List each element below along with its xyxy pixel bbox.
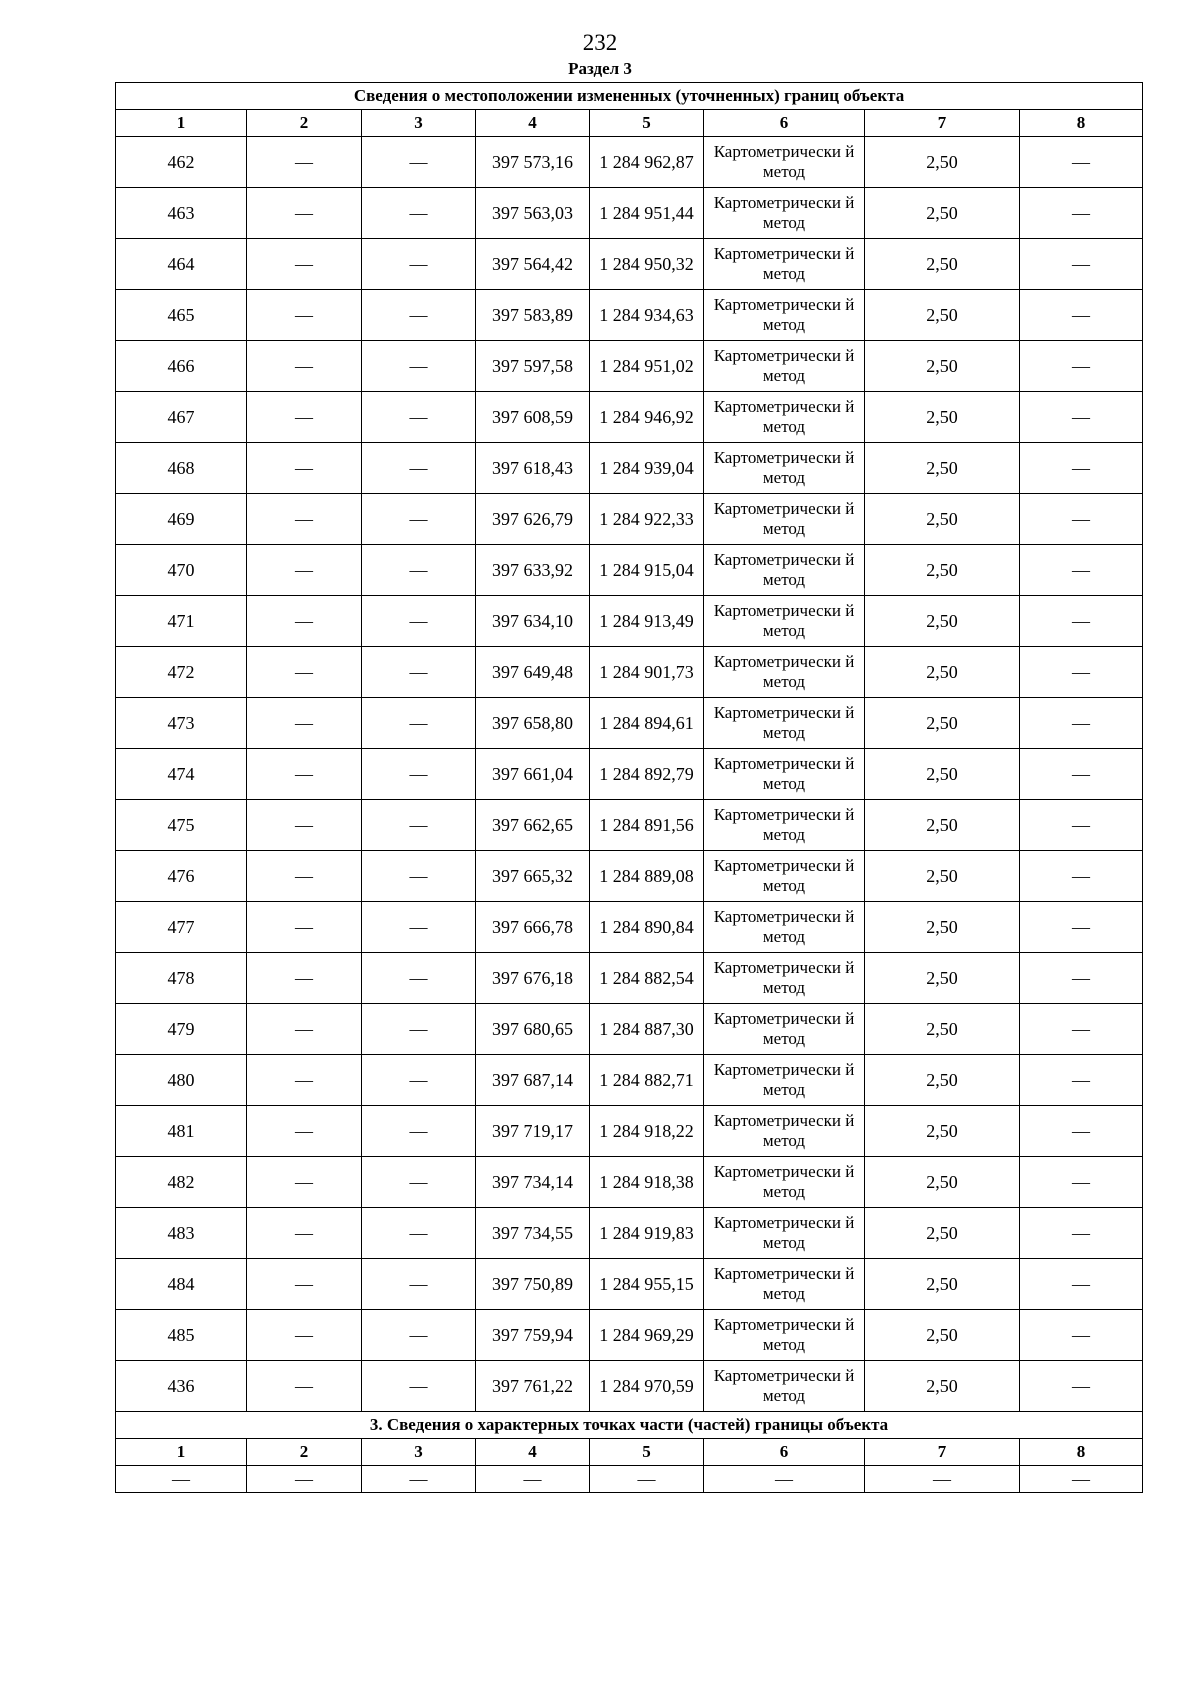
table-cell-col-8: — bbox=[1020, 392, 1143, 443]
table-cell-col-6: Картометрически й метод bbox=[704, 1361, 865, 1412]
table-cell-col-3: — bbox=[362, 494, 476, 545]
table-cell-col-3: — bbox=[362, 545, 476, 596]
table-cell-col-7: 2,50 bbox=[865, 851, 1020, 902]
table-cell-col-4: 397 564,42 bbox=[476, 239, 590, 290]
table-cell-col-2: — bbox=[247, 596, 362, 647]
table-cell-col-1: 469 bbox=[116, 494, 247, 545]
table-row bbox=[116, 596, 1143, 647]
table-cell-col-6: Картометрически й метод bbox=[704, 647, 865, 698]
table-cell-col-1: 466 bbox=[116, 341, 247, 392]
table-cell-col-1: 477 bbox=[116, 902, 247, 953]
table-cell-col-7: — bbox=[865, 1466, 1020, 1493]
table-cell-col-6: Картометрически й метод bbox=[704, 494, 865, 545]
table-cell-col-8: — bbox=[1020, 443, 1143, 494]
table-cell-col-5: 1 284 951,02 bbox=[590, 341, 704, 392]
table-cell-col-4: 397 759,94 bbox=[476, 1310, 590, 1361]
table-cell-col-3: — bbox=[362, 596, 476, 647]
table-cell-col-8: — bbox=[1020, 596, 1143, 647]
column-header-6: 6 bbox=[704, 110, 865, 137]
table-cell-col-4: 397 626,79 bbox=[476, 494, 590, 545]
table-row bbox=[116, 953, 1143, 1004]
table-cell-col-2: — bbox=[247, 1157, 362, 1208]
table-cell-col-8: — bbox=[1020, 851, 1143, 902]
table-title: Сведения о местоположении измененных (уточненных) границ объекта bbox=[116, 83, 1143, 110]
table-cell-col-2: — bbox=[247, 392, 362, 443]
table-cell-col-5: 1 284 892,79 bbox=[590, 749, 704, 800]
table-cell-col-8: — bbox=[1020, 1004, 1143, 1055]
subsection-title-row bbox=[116, 1412, 1143, 1439]
table-cell-col-4: 397 662,65 bbox=[476, 800, 590, 851]
table-cell-col-3: — bbox=[362, 851, 476, 902]
table-cell-col-1: — bbox=[116, 1466, 247, 1493]
table-cell-col-1: 463 bbox=[116, 188, 247, 239]
table-cell-col-5: 1 284 939,04 bbox=[590, 443, 704, 494]
table-cell-col-2: — bbox=[247, 290, 362, 341]
table-cell-col-2: — bbox=[247, 1466, 362, 1493]
table-cell-col-3: — bbox=[362, 647, 476, 698]
table-cell-col-8: — bbox=[1020, 239, 1143, 290]
table-cell-col-7: 2,50 bbox=[865, 239, 1020, 290]
table-cell-col-5: 1 284 962,87 bbox=[590, 137, 704, 188]
table-cell-col-3: — bbox=[362, 1208, 476, 1259]
column-header-7: 7 bbox=[865, 110, 1020, 137]
table-cell-col-4: 397 734,55 bbox=[476, 1208, 590, 1259]
table-cell-col-3: — bbox=[362, 290, 476, 341]
table-row bbox=[116, 800, 1143, 851]
table-cell-col-1: 476 bbox=[116, 851, 247, 902]
table-row bbox=[116, 290, 1143, 341]
table-cell-col-3: — bbox=[362, 188, 476, 239]
table-cell-col-8: — bbox=[1020, 545, 1143, 596]
table-cell-col-6: Картометрически й метод bbox=[704, 188, 865, 239]
table-cell-col-7: 2,50 bbox=[865, 443, 1020, 494]
subsection-column-header-row bbox=[116, 1439, 1143, 1466]
table-cell-col-8: — bbox=[1020, 1157, 1143, 1208]
table-cell-col-1: 475 bbox=[116, 800, 247, 851]
table-cell-col-1: 468 bbox=[116, 443, 247, 494]
table-cell-col-4: 397 649,48 bbox=[476, 647, 590, 698]
column-header-row bbox=[116, 110, 1143, 137]
table-cell-col-3: — bbox=[362, 443, 476, 494]
table-cell-col-2: — bbox=[247, 188, 362, 239]
table-row bbox=[116, 851, 1143, 902]
column-header-8: 8 bbox=[1020, 110, 1143, 137]
table-cell-col-8: — bbox=[1020, 800, 1143, 851]
table-cell-col-7: 2,50 bbox=[865, 1361, 1020, 1412]
table-cell-col-1: 473 bbox=[116, 698, 247, 749]
column-header-5: 5 bbox=[590, 110, 704, 137]
subsection-title: 3. Сведения о характерных точках части (частей) границы объекта bbox=[116, 1412, 1143, 1439]
table-cell-col-8: — bbox=[1020, 1310, 1143, 1361]
table-cell-col-7: 2,50 bbox=[865, 392, 1020, 443]
table-cell-col-3: — bbox=[362, 137, 476, 188]
table-cell-col-7: 2,50 bbox=[865, 596, 1020, 647]
table-cell-col-7: 2,50 bbox=[865, 749, 1020, 800]
table-cell-col-7: 2,50 bbox=[865, 1208, 1020, 1259]
column-header-1: 1 bbox=[116, 110, 247, 137]
table-cell-col-5: — bbox=[590, 1466, 704, 1493]
table-cell-col-2: — bbox=[247, 1106, 362, 1157]
table-cell-col-6: Картометрически й метод bbox=[704, 1310, 865, 1361]
table-cell-col-5: 1 284 951,44 bbox=[590, 188, 704, 239]
table-cell-col-3: — bbox=[362, 800, 476, 851]
table-cell-col-4: 397 680,65 bbox=[476, 1004, 590, 1055]
table-cell-col-2: — bbox=[247, 1310, 362, 1361]
table-cell-col-5: 1 284 901,73 bbox=[590, 647, 704, 698]
table-row bbox=[116, 1466, 1143, 1493]
table-cell-col-3: — bbox=[362, 1055, 476, 1106]
table-cell-col-3: — bbox=[362, 749, 476, 800]
table-cell-col-8: — bbox=[1020, 1106, 1143, 1157]
table-cell-col-3: — bbox=[362, 1361, 476, 1412]
table-cell-col-8: — bbox=[1020, 698, 1143, 749]
table-row bbox=[116, 1259, 1143, 1310]
table-cell-col-6: Картометрически й метод bbox=[704, 1208, 865, 1259]
table-row bbox=[116, 494, 1143, 545]
table-cell-col-7: 2,50 bbox=[865, 647, 1020, 698]
table-cell-col-4: 397 573,16 bbox=[476, 137, 590, 188]
section-title: Раздел 3 bbox=[568, 59, 632, 78]
table-cell-col-4: 397 563,03 bbox=[476, 188, 590, 239]
table-cell-col-7: 2,50 bbox=[865, 953, 1020, 1004]
table-cell-col-5: 1 284 882,71 bbox=[590, 1055, 704, 1106]
table-row bbox=[116, 392, 1143, 443]
table-cell-col-8: — bbox=[1020, 749, 1143, 800]
table-cell-col-8: — bbox=[1020, 1055, 1143, 1106]
table-cell-col-5: 1 284 970,59 bbox=[590, 1361, 704, 1412]
table-cell-col-1: 474 bbox=[116, 749, 247, 800]
table-cell-col-5: 1 284 894,61 bbox=[590, 698, 704, 749]
table-cell-col-2: — bbox=[247, 494, 362, 545]
table-cell-col-6: Картометрически й метод bbox=[704, 800, 865, 851]
table-cell-col-7: 2,50 bbox=[865, 1004, 1020, 1055]
table-cell-col-5: 1 284 918,22 bbox=[590, 1106, 704, 1157]
table-cell-col-7: 2,50 bbox=[865, 341, 1020, 392]
table-cell-col-6: Картометрически й метод bbox=[704, 1106, 865, 1157]
table-row bbox=[116, 341, 1143, 392]
table-row bbox=[116, 1004, 1143, 1055]
table-cell-col-5: 1 284 889,08 bbox=[590, 851, 704, 902]
table-cell-col-2: — bbox=[247, 698, 362, 749]
table-cell-col-4: 397 661,04 bbox=[476, 749, 590, 800]
table-cell-col-6: Картометрически й метод bbox=[704, 239, 865, 290]
table-cell-col-7: 2,50 bbox=[865, 494, 1020, 545]
column-header-6: 6 bbox=[704, 1439, 865, 1466]
table-cell-col-6: Картометрически й метод bbox=[704, 902, 865, 953]
column-header-4: 4 bbox=[476, 1439, 590, 1466]
table-cell-col-4: 397 750,89 bbox=[476, 1259, 590, 1310]
column-header-3: 3 bbox=[362, 1439, 476, 1466]
table-cell-col-4: 397 719,17 bbox=[476, 1106, 590, 1157]
table-cell-col-6: Картометрически й метод bbox=[704, 443, 865, 494]
table-cell-col-8: — bbox=[1020, 1259, 1143, 1310]
table-cell-col-8: — bbox=[1020, 188, 1143, 239]
table-row bbox=[116, 443, 1143, 494]
column-header-2: 2 bbox=[247, 1439, 362, 1466]
table-cell-col-2: — bbox=[247, 137, 362, 188]
table-cell-col-8: — bbox=[1020, 953, 1143, 1004]
table-cell-col-2: — bbox=[247, 239, 362, 290]
table-cell-col-2: — bbox=[247, 953, 362, 1004]
table-cell-col-6: Картометрически й метод bbox=[704, 341, 865, 392]
table-cell-col-1: 470 bbox=[116, 545, 247, 596]
table-cell-col-7: 2,50 bbox=[865, 1055, 1020, 1106]
table-cell-col-2: — bbox=[247, 647, 362, 698]
table-cell-col-5: 1 284 946,92 bbox=[590, 392, 704, 443]
table-cell-col-2: — bbox=[247, 341, 362, 392]
table-cell-col-7: 2,50 bbox=[865, 1106, 1020, 1157]
table-cell-col-2: — bbox=[247, 902, 362, 953]
table-cell-col-2: — bbox=[247, 1208, 362, 1259]
table-cell-col-5: 1 284 915,04 bbox=[590, 545, 704, 596]
table-cell-col-7: 2,50 bbox=[865, 902, 1020, 953]
table-cell-col-5: 1 284 913,49 bbox=[590, 596, 704, 647]
table-cell-col-3: — bbox=[362, 1004, 476, 1055]
table-cell-col-8: — bbox=[1020, 1466, 1143, 1493]
table-cell-col-1: 484 bbox=[116, 1259, 247, 1310]
table-cell-col-5: 1 284 922,33 bbox=[590, 494, 704, 545]
table-cell-col-7: 2,50 bbox=[865, 290, 1020, 341]
column-header-3: 3 bbox=[362, 110, 476, 137]
table-cell-col-7: 2,50 bbox=[865, 800, 1020, 851]
table-cell-col-1: 479 bbox=[116, 1004, 247, 1055]
table-cell-col-6: Картометрически й метод bbox=[704, 698, 865, 749]
table-cell-col-2: — bbox=[247, 545, 362, 596]
table-cell-col-5: 1 284 891,56 bbox=[590, 800, 704, 851]
column-header-5: 5 bbox=[590, 1439, 704, 1466]
table-cell-col-1: 483 bbox=[116, 1208, 247, 1259]
boundary-points-table bbox=[115, 82, 1143, 1493]
table-cell-col-8: — bbox=[1020, 1361, 1143, 1412]
table-cell-col-1: 465 bbox=[116, 290, 247, 341]
table-cell-col-4: 397 597,58 bbox=[476, 341, 590, 392]
table-cell-col-7: 2,50 bbox=[865, 1157, 1020, 1208]
table-cell-col-4: 397 633,92 bbox=[476, 545, 590, 596]
table-cell-col-6: Картометрически й метод bbox=[704, 290, 865, 341]
table-cell-col-1: 480 bbox=[116, 1055, 247, 1106]
table-row bbox=[116, 188, 1143, 239]
table-cell-col-1: 485 bbox=[116, 1310, 247, 1361]
table-cell-col-6: Картометрически й метод bbox=[704, 1055, 865, 1106]
table-cell-col-2: — bbox=[247, 800, 362, 851]
table-row bbox=[116, 1157, 1143, 1208]
table-cell-col-1: 482 bbox=[116, 1157, 247, 1208]
table-cell-col-5: 1 284 950,32 bbox=[590, 239, 704, 290]
table-row bbox=[116, 1361, 1143, 1412]
table-row bbox=[116, 1055, 1143, 1106]
table-cell-col-4: 397 687,14 bbox=[476, 1055, 590, 1106]
table-cell-col-5: 1 284 919,83 bbox=[590, 1208, 704, 1259]
table-cell-col-1: 467 bbox=[116, 392, 247, 443]
table-cell-col-3: — bbox=[362, 341, 476, 392]
table-cell-col-2: — bbox=[247, 1361, 362, 1412]
table-cell-col-4: 397 583,89 bbox=[476, 290, 590, 341]
table-cell-col-3: — bbox=[362, 1466, 476, 1493]
table-cell-col-6: Картометрически й метод bbox=[704, 1157, 865, 1208]
table-row bbox=[116, 902, 1143, 953]
table-cell-col-2: — bbox=[247, 1259, 362, 1310]
table-cell-col-7: 2,50 bbox=[865, 698, 1020, 749]
table-cell-col-6: Картометрически й метод bbox=[704, 851, 865, 902]
table-row bbox=[116, 1310, 1143, 1361]
table-row bbox=[116, 1106, 1143, 1157]
table-row bbox=[116, 647, 1143, 698]
table-cell-col-6: Картометрически й метод bbox=[704, 392, 865, 443]
table-row bbox=[116, 698, 1143, 749]
table-row bbox=[116, 239, 1143, 290]
table-cell-col-6: Картометрически й метод bbox=[704, 137, 865, 188]
table-cell-col-3: — bbox=[362, 953, 476, 1004]
table-cell-col-8: — bbox=[1020, 137, 1143, 188]
table-cell-col-7: 2,50 bbox=[865, 1259, 1020, 1310]
table-cell-col-1: 436 bbox=[116, 1361, 247, 1412]
table-cell-col-6: Картометрически й метод bbox=[704, 596, 865, 647]
table-cell-col-4: 397 608,59 bbox=[476, 392, 590, 443]
table-cell-col-8: — bbox=[1020, 902, 1143, 953]
table-cell-col-6: Картометрически й метод bbox=[704, 545, 865, 596]
table-cell-col-5: 1 284 934,63 bbox=[590, 290, 704, 341]
table-cell-col-3: — bbox=[362, 1259, 476, 1310]
table-cell-col-5: 1 284 955,15 bbox=[590, 1259, 704, 1310]
table-cell-col-4: 397 665,32 bbox=[476, 851, 590, 902]
table-cell-col-1: 472 bbox=[116, 647, 247, 698]
table-cell-col-6: — bbox=[704, 1466, 865, 1493]
table-row bbox=[116, 545, 1143, 596]
table-cell-col-7: 2,50 bbox=[865, 545, 1020, 596]
table-cell-col-3: — bbox=[362, 392, 476, 443]
table-cell-col-5: 1 284 969,29 bbox=[590, 1310, 704, 1361]
column-header-1: 1 bbox=[116, 1439, 247, 1466]
table-cell-col-8: — bbox=[1020, 494, 1143, 545]
table-cell-col-3: — bbox=[362, 239, 476, 290]
table-cell-col-3: — bbox=[362, 1106, 476, 1157]
table-cell-col-6: Картометрически й метод bbox=[704, 1004, 865, 1055]
table-cell-col-3: — bbox=[362, 1310, 476, 1361]
table-cell-col-4: 397 634,10 bbox=[476, 596, 590, 647]
table-cell-col-3: — bbox=[362, 1157, 476, 1208]
table-cell-col-6: Картометрически й метод bbox=[704, 749, 865, 800]
table-cell-col-6: Картометрически й метод bbox=[704, 1259, 865, 1310]
table-cell-col-4: — bbox=[476, 1466, 590, 1493]
table-row bbox=[116, 749, 1143, 800]
table-cell-col-1: 462 bbox=[116, 137, 247, 188]
table-cell-col-4: 397 618,43 bbox=[476, 443, 590, 494]
column-header-2: 2 bbox=[247, 110, 362, 137]
table-cell-col-8: — bbox=[1020, 1208, 1143, 1259]
table-cell-col-1: 478 bbox=[116, 953, 247, 1004]
table-cell-col-4: 397 666,78 bbox=[476, 902, 590, 953]
table-cell-col-7: 2,50 bbox=[865, 1310, 1020, 1361]
table-cell-col-5: 1 284 882,54 bbox=[590, 953, 704, 1004]
table-cell-col-8: — bbox=[1020, 341, 1143, 392]
table-cell-col-4: 397 676,18 bbox=[476, 953, 590, 1004]
table-cell-col-1: 481 bbox=[116, 1106, 247, 1157]
table-cell-col-5: 1 284 890,84 bbox=[590, 902, 704, 953]
table-row bbox=[116, 137, 1143, 188]
table-cell-col-4: 397 734,14 bbox=[476, 1157, 590, 1208]
table-cell-col-8: — bbox=[1020, 647, 1143, 698]
table-cell-col-2: — bbox=[247, 749, 362, 800]
table-cell-col-4: 397 658,80 bbox=[476, 698, 590, 749]
table-cell-col-5: 1 284 887,30 bbox=[590, 1004, 704, 1055]
table-cell-col-4: 397 761,22 bbox=[476, 1361, 590, 1412]
table-cell-col-6: Картометрически й метод bbox=[704, 953, 865, 1004]
table-cell-col-3: — bbox=[362, 902, 476, 953]
table-cell-col-2: — bbox=[247, 851, 362, 902]
column-header-4: 4 bbox=[476, 110, 590, 137]
table-cell-col-2: — bbox=[247, 1004, 362, 1055]
table-cell-col-8: — bbox=[1020, 290, 1143, 341]
table-row bbox=[116, 1208, 1143, 1259]
table-cell-col-5: 1 284 918,38 bbox=[590, 1157, 704, 1208]
table-cell-col-1: 464 bbox=[116, 239, 247, 290]
table-cell-col-1: 471 bbox=[116, 596, 247, 647]
table-cell-col-2: — bbox=[247, 1055, 362, 1106]
table-cell-col-3: — bbox=[362, 698, 476, 749]
column-header-7: 7 bbox=[865, 1439, 1020, 1466]
table-title-row bbox=[116, 83, 1143, 110]
table-cell-col-2: — bbox=[247, 443, 362, 494]
page-number: 232 bbox=[582, 30, 618, 55]
table-cell-col-7: 2,50 bbox=[865, 188, 1020, 239]
column-header-8: 8 bbox=[1020, 1439, 1143, 1466]
table-cell-col-7: 2,50 bbox=[865, 137, 1020, 188]
